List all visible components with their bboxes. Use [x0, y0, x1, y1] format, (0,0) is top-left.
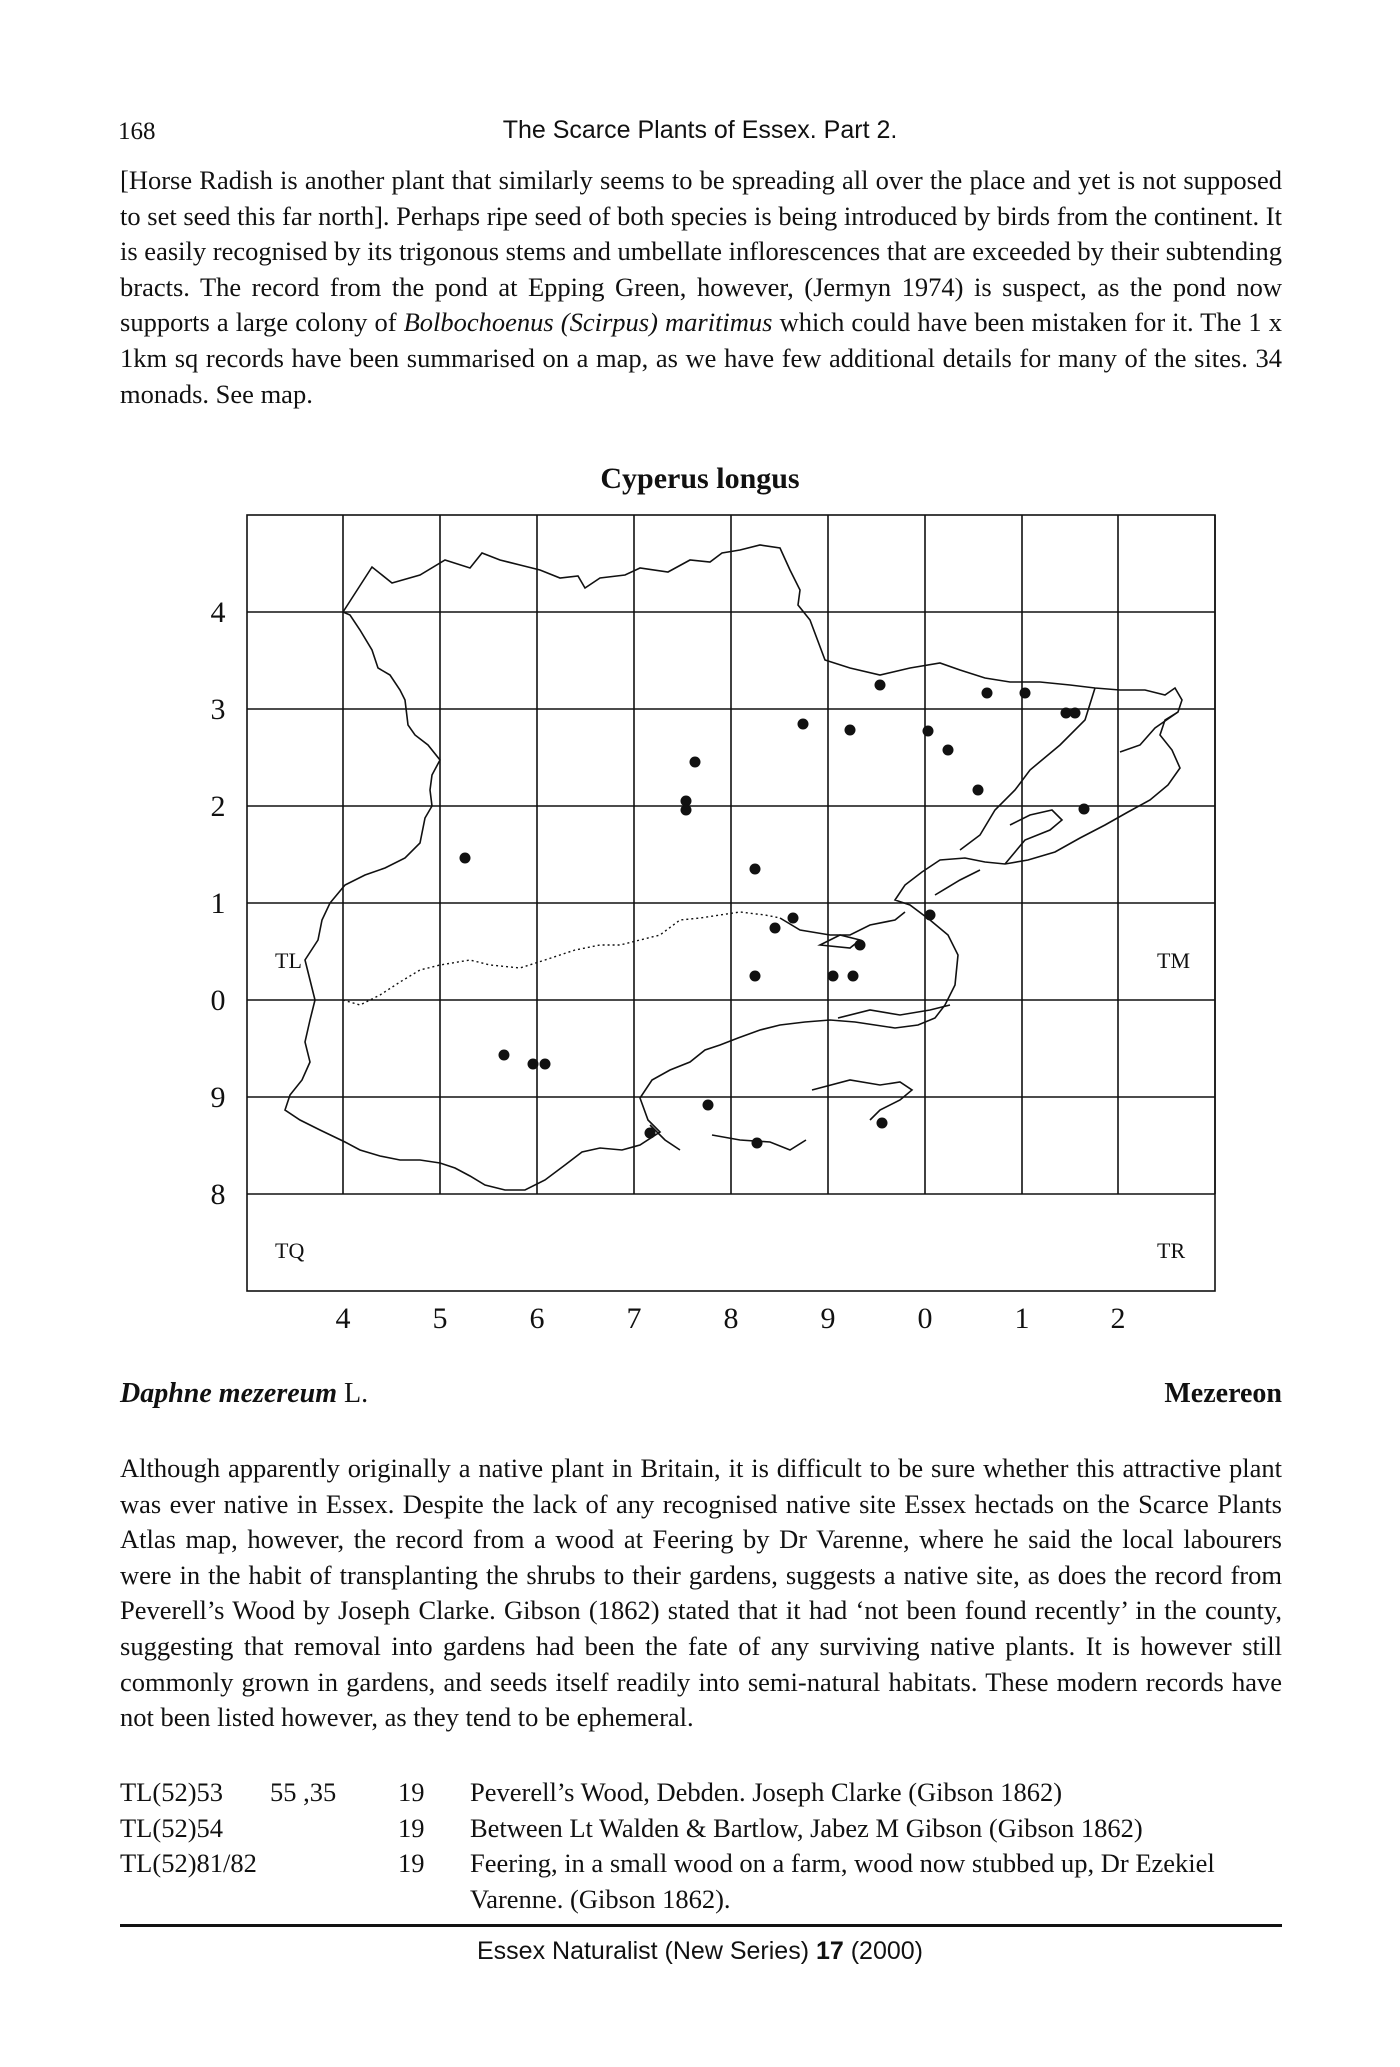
record-dot	[645, 1128, 656, 1139]
footer-volume: 17	[815, 1937, 844, 1965]
map-title: Cyperus longus	[600, 462, 800, 495]
footer	[0, 1937, 1400, 1966]
running-title: The Scarce Plants of Essex. Part 2.	[502, 116, 898, 144]
y-label: 1	[210, 887, 226, 920]
x-label: 2	[1110, 1302, 1126, 1335]
records-table	[120, 1775, 1282, 1914]
species-common-name: Mezereon	[1164, 1378, 1282, 1409]
x-label: 4	[335, 1302, 351, 1335]
record-dot	[540, 1059, 551, 1070]
x-label: 1	[1014, 1302, 1030, 1335]
record-dot	[681, 805, 692, 816]
record-dot	[925, 910, 936, 921]
y-label: 4	[210, 596, 226, 629]
footer-journal: Essex Naturalist (New Series)	[476, 1937, 810, 1965]
map-grid	[247, 515, 1215, 1291]
hectad-label-tq: TQ	[275, 1238, 305, 1263]
x-label: 0	[917, 1302, 933, 1335]
record-location: Feering, in a small wood on a farm, wood now stubbed up, Dr Ezekiel Varenne. (Gibson 1862).	[470, 1848, 1215, 1914]
hectad-label-tr: TR	[1157, 1238, 1186, 1263]
x-label: 9	[820, 1302, 836, 1335]
intro-text-1: [Horse Radish is another plant that similarly seems to be spreading all over the place and yet is not supposed to set seed this far north]. Perhaps ripe seed of both species is being introduced by birds from the continent. It is easily recognised by its trigonous stems and umbellate inflorescences that are exceeded by their subtending bracts. The record from the pond at Epping Green, however, (Jermyn 1974) is suspect, as the pond now supports a large colony of	[120, 165, 1282, 338]
record-monad: 55 ,35	[270, 1777, 337, 1807]
record-row	[120, 1775, 1282, 1811]
record-grid-ref: TL(52)54	[120, 1812, 224, 1843]
record-dot	[703, 1100, 714, 1111]
species-heading	[120, 1378, 368, 1410]
x-label: 7	[626, 1302, 642, 1335]
species-author: L.	[344, 1378, 369, 1409]
record-dot	[528, 1059, 539, 1070]
hectad-label-tl: TL	[275, 948, 302, 973]
record-date: 19	[398, 1848, 425, 1879]
x-label: 5	[432, 1302, 448, 1335]
record-dot	[1020, 688, 1031, 699]
record-dot	[752, 1138, 763, 1149]
record-dot	[1070, 708, 1081, 719]
footer-rule	[120, 1924, 1282, 1927]
record-dot	[855, 940, 866, 951]
record-dot	[750, 971, 761, 982]
record-dot	[770, 923, 781, 934]
county-outline	[285, 545, 1182, 1190]
record-row	[120, 1811, 1282, 1847]
record-dot	[848, 971, 859, 982]
record-dot	[877, 1118, 888, 1129]
record-dot	[690, 757, 701, 768]
record-dot	[982, 688, 993, 699]
y-label: 8	[210, 1178, 226, 1211]
record-location: Peverell’s Wood, Debden. Joseph Clarke (Gibson 1862)	[470, 1777, 1063, 1807]
species-scientific-name: Daphne mezereum	[120, 1378, 337, 1409]
record-dot	[875, 680, 886, 691]
intro-italic-species: Bolbochoenus (Scirpus) maritimus	[403, 307, 773, 338]
intro-text-2: which could have been mistaken for it. The 1 x 1km sq records have been summarised on a map, as we have few additional details for many of the sites. 34 monads. See map.	[120, 307, 1282, 409]
record-location: Between Lt Walden & Bartlow, Jabez M Gibson (Gibson 1862)	[470, 1812, 1143, 1843]
y-label: 3	[210, 693, 226, 726]
record-grid-ref: TL(52)81/82	[120, 1848, 257, 1879]
hectad-label-tm: TM	[1157, 948, 1190, 973]
y-label: 2	[210, 790, 226, 823]
hectad-boundary-line	[343, 912, 780, 1005]
record-dot	[845, 725, 856, 736]
footer-year: (2000)	[850, 1937, 923, 1965]
record-dot	[1079, 804, 1090, 815]
record-date: 19	[398, 1812, 425, 1843]
record-dot	[798, 719, 809, 730]
record-dot	[788, 913, 799, 924]
record-dot	[460, 853, 471, 864]
record-dots	[460, 680, 1090, 1149]
record-dot	[973, 785, 984, 796]
y-label: 0	[210, 984, 226, 1017]
record-dot	[923, 726, 934, 737]
record-dot	[943, 745, 954, 756]
record-dot	[499, 1050, 510, 1061]
record-dot	[750, 864, 761, 875]
species-paragraph: Although apparently originally a native plant in Britain, it is difficult to be sure whether this attractive plant was ever native in Essex. Despite the lack of any recognised native site Essex hectads on the Scarce Plants Atlas map, however, the record from a wood at Feering by Dr Varenne, where he said the local labourers were in the habit of transplanting the shrubs to their gardens, suggests a native site, as does the record from Peverell’s Wood by Joseph Clarke. Gibson (1862) stated that it had ‘not been found recently’ in the county, suggesting that removal into gardens had been the fate of any surviving native plants. It is however still commonly grown in gardens, and seeds itself readily into semi-natural habitats. These modern records have not been listed however, as they tend to be ephemeral.	[120, 1453, 1282, 1733]
record-dot	[828, 971, 839, 982]
page-number: 168	[118, 118, 156, 145]
y-label: 9	[210, 1081, 226, 1114]
x-label: 8	[723, 1302, 739, 1335]
record-date: 19	[398, 1777, 425, 1807]
x-label: 6	[529, 1302, 545, 1335]
record-grid-ref: TL(52)53	[120, 1777, 224, 1807]
record-row	[120, 1846, 1282, 1914]
